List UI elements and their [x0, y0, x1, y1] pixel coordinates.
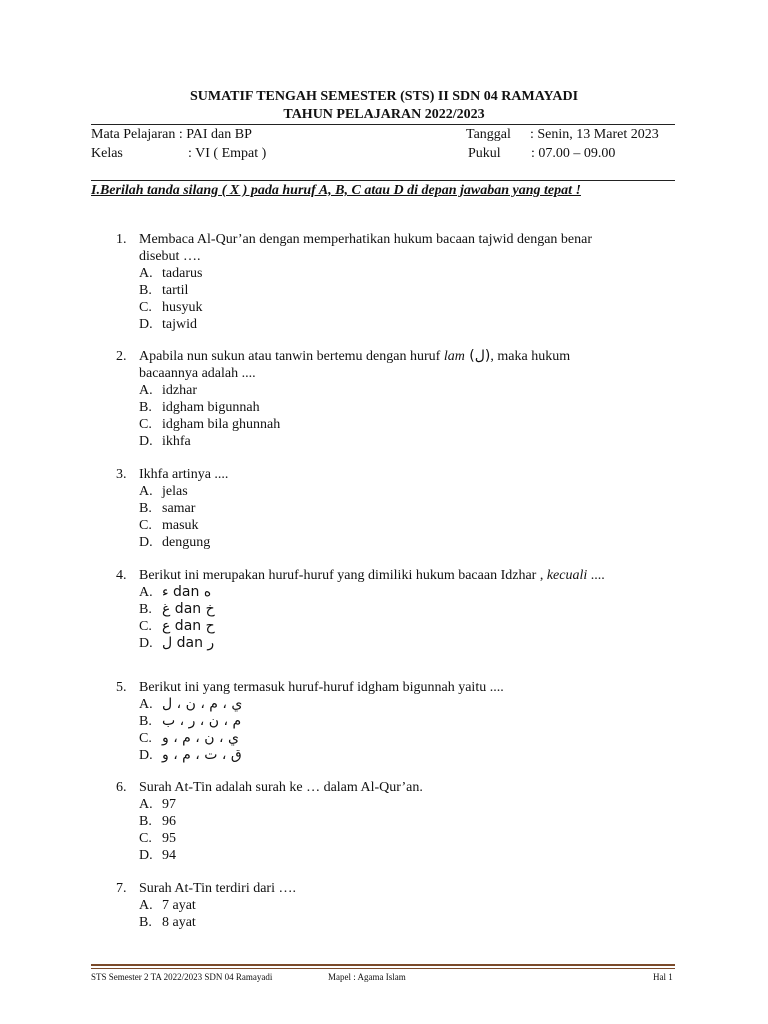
option-text: tajwid — [162, 317, 197, 332]
question-text-end: .... — [587, 568, 605, 583]
class-label: Kelas — [91, 146, 123, 161]
option-text: ء dan ه — [162, 584, 212, 600]
instruction-text: I.Berilah tanda silang ( X ) pada huruf A, B, C atau D di depan jawaban yang tepat ! — [91, 183, 581, 198]
question-text: Ikhfa artinya .... — [139, 467, 229, 482]
question-2 — [0, 348, 768, 450]
option-text: tartil — [162, 283, 189, 298]
option-c[interactable] — [0, 416, 768, 433]
footer-rule-thin — [91, 968, 675, 969]
academic-year-title: TAHUN PELAJARAN 2022/2023 — [283, 107, 485, 122]
option-text: idgham bigunnah — [162, 400, 260, 415]
footer-left-text: STS Semester 2 TA 2022/2023 SDN 04 Ramayadi — [91, 972, 273, 982]
question-number: 5. — [116, 680, 127, 695]
option-text: idgham bila ghunnah — [162, 417, 281, 432]
question-text-emphasis: lam — [443, 349, 465, 364]
option-letter: D. — [139, 748, 153, 763]
question-text: Surah At-Tin terdiri dari …. — [139, 881, 296, 896]
option-letter: C. — [139, 619, 152, 634]
option-text: غ dan خ — [162, 601, 215, 617]
option-a[interactable] — [0, 265, 768, 282]
option-text: husyuk — [162, 300, 203, 315]
question-number: 4. — [116, 568, 127, 583]
question-6 — [0, 779, 768, 864]
option-letter: C. — [139, 831, 152, 846]
option-text: tadarus — [162, 266, 203, 281]
option-letter: B. — [139, 501, 152, 516]
option-text: ي ، ن ، م ، و — [162, 730, 239, 746]
option-d[interactable] — [0, 433, 768, 450]
option-letter: A. — [139, 898, 153, 913]
option-text: 96 — [162, 814, 176, 829]
question-number: 2. — [116, 349, 127, 364]
option-letter: B. — [139, 400, 152, 415]
option-b[interactable] — [0, 601, 768, 618]
option-letter: D. — [139, 535, 153, 550]
class-value: : VI ( Empat ) — [188, 146, 267, 161]
option-letter: C. — [139, 417, 152, 432]
option-letter: B. — [139, 283, 152, 298]
option-a[interactable] — [0, 696, 768, 713]
page-number: Hal 1 — [653, 972, 673, 982]
option-text: 8 ayat — [162, 915, 196, 930]
option-text: idzhar — [162, 383, 197, 398]
option-d[interactable] — [0, 534, 768, 551]
option-text: masuk — [162, 518, 199, 533]
option-letter: D. — [139, 317, 153, 332]
option-d[interactable] — [0, 635, 768, 652]
option-c[interactable] — [0, 618, 768, 635]
question-text: Surah At-Tin adalah surah ke … dalam Al-Qur’an. — [139, 780, 423, 795]
question-5 — [0, 679, 768, 764]
option-c[interactable] — [0, 299, 768, 316]
question-text-start: Apabila nun sukun atau tanwin bertemu dengan huruf — [139, 349, 444, 364]
option-text: 95 — [162, 831, 176, 846]
question-text-start: Berikut ini merupakan huruf-huruf yang dimiliki hukum bacaan Idzhar , — [139, 568, 547, 583]
question-text-emphasis: kecuali — [546, 568, 588, 583]
option-letter: D. — [139, 848, 153, 863]
option-letter: B. — [139, 602, 152, 617]
option-d[interactable] — [0, 316, 768, 333]
option-c[interactable] — [0, 730, 768, 747]
question-text-end: , maka hukum — [490, 349, 571, 364]
option-a[interactable] — [0, 483, 768, 500]
question-number: 3. — [116, 467, 127, 482]
option-text: ل dan ر — [162, 635, 215, 651]
option-text: 97 — [162, 797, 176, 812]
question-3 — [0, 466, 768, 551]
option-letter: A. — [139, 484, 153, 499]
option-b[interactable] — [0, 914, 768, 931]
option-text: dengung — [162, 535, 211, 550]
option-b[interactable] — [0, 282, 768, 299]
option-d[interactable] — [0, 747, 768, 764]
option-b[interactable] — [0, 399, 768, 416]
question-text: Membaca Al-Qur’an dengan memperhatikan hukum bacaan tajwid dengan benar — [139, 232, 593, 247]
option-text: ق ، ت ، م ، و — [162, 747, 242, 763]
option-c[interactable] — [0, 517, 768, 534]
option-a[interactable] — [0, 796, 768, 813]
option-letter: A. — [139, 697, 153, 712]
option-letter: B. — [139, 814, 152, 829]
option-letter: B. — [139, 714, 152, 729]
option-text: ي ، م ، ن ، ل — [162, 696, 243, 712]
option-text: jelas — [162, 484, 188, 499]
question-number: 6. — [116, 780, 127, 795]
date-label: Tanggal — [466, 127, 511, 142]
option-text: samar — [162, 501, 196, 516]
time-value: : 07.00 – 09.00 — [531, 146, 616, 161]
footer-rule-thick — [91, 964, 675, 966]
question-number: 7. — [116, 881, 127, 896]
option-d[interactable] — [0, 847, 768, 864]
question-number: 1. — [116, 232, 127, 247]
option-letter: A. — [139, 383, 153, 398]
option-text: ع dan ح — [162, 618, 215, 634]
option-text: 7 ayat — [162, 898, 196, 913]
question-text — [139, 567, 605, 584]
option-letter: A. — [139, 266, 153, 281]
option-b[interactable] — [0, 713, 768, 730]
subject-label: Mata Pelajaran : PAI dan BP — [91, 127, 252, 142]
question-text — [139, 348, 570, 365]
option-letter: C. — [139, 731, 152, 746]
option-letter: B. — [139, 915, 152, 930]
option-b[interactable] — [0, 500, 768, 517]
option-text: 94 — [162, 848, 176, 863]
option-a[interactable] — [0, 382, 768, 399]
option-c[interactable] — [0, 830, 768, 847]
option-letter: C. — [139, 518, 152, 533]
option-text: ikhfa — [162, 434, 191, 449]
option-letter: A. — [139, 797, 153, 812]
question-text-continued: bacaannya adalah .... — [139, 366, 256, 381]
question-text: Berikut ini yang termasuk huruf-huruf idgham bigunnah yaitu .... — [139, 680, 504, 695]
question-text-continued: disebut …. — [139, 249, 201, 264]
option-letter: D. — [139, 636, 153, 651]
footer-subject-text: Mapel : Agama Islam — [328, 972, 406, 982]
header-bottom-rule — [91, 180, 675, 181]
question-7 — [0, 880, 768, 931]
option-a[interactable] — [0, 897, 768, 914]
exam-title: SUMATIF TENGAH SEMESTER (STS) II SDN 04 RAMAYADI — [189, 89, 579, 104]
option-letter: A. — [139, 585, 153, 600]
header-top-rule — [91, 124, 675, 125]
time-label: Pukul — [468, 146, 501, 161]
question-4 — [0, 567, 768, 652]
date-value: : Senin, 13 Maret 2023 — [530, 127, 659, 142]
option-text: م ، ن ، ر ، ب — [162, 713, 242, 729]
option-letter: C. — [139, 300, 152, 315]
option-b[interactable] — [0, 813, 768, 830]
arabic-letter: (ل) — [464, 348, 491, 364]
option-a[interactable] — [0, 584, 768, 601]
option-letter: D. — [139, 434, 153, 449]
question-1 — [0, 231, 768, 333]
